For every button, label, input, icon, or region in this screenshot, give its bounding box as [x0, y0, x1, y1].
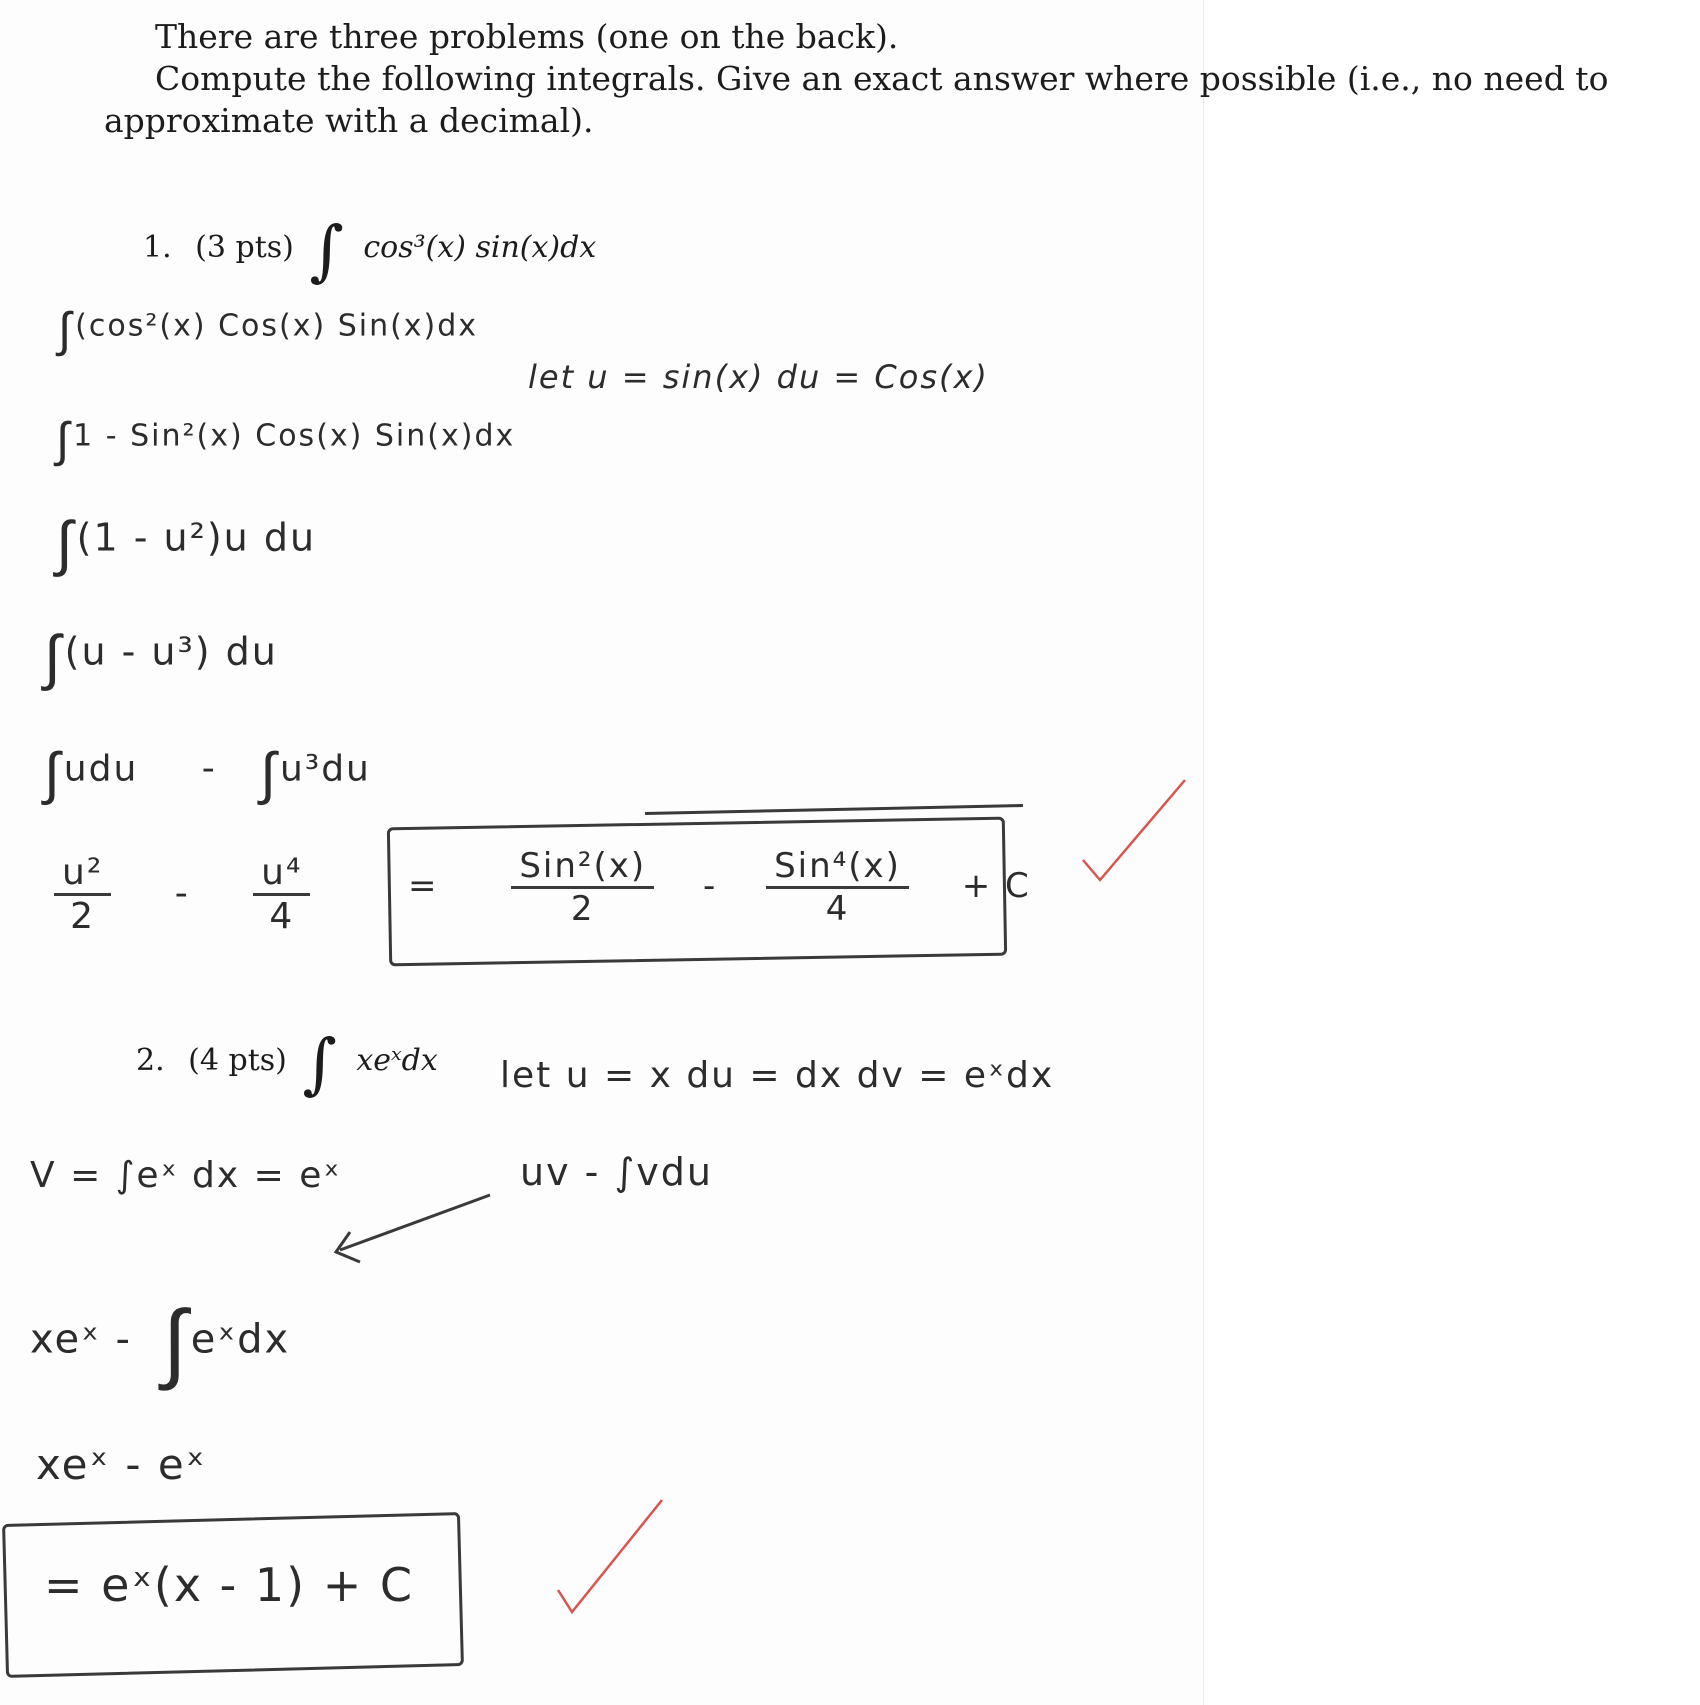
problem-2-points: (4 pts) — [188, 1043, 287, 1078]
problem-1-integrand: cos³(x) sin(x)dx — [363, 230, 597, 265]
problem-2-integrand: xeˣdx — [356, 1043, 438, 1078]
work-1-line-2: ∫1 - Sin²(x) Cos(x) Sin(x)dx — [56, 412, 516, 468]
check-mark-2-icon — [558, 1500, 662, 1612]
arrow-icon — [340, 1195, 490, 1250]
check-mark-1-icon — [1083, 780, 1185, 880]
header-line-2: Compute the following integrals. Give an exact answer where possible (i.e., no need to — [155, 59, 1609, 98]
fraction-u4-over-4: $\frac{\text{u⁴}}{4}$ — [253, 852, 310, 937]
work-1-line-3: ∫(1 - u²)u du — [56, 509, 317, 579]
work-2-line-4: xeˣ - eˣ — [36, 1440, 207, 1489]
work-2-v-line: V = ∫eˣ dx = eˣ — [30, 1155, 342, 1196]
answer-2: = eˣ(x - 1) + C — [44, 1558, 415, 1612]
header-line-1: There are three problems (one on the back). — [155, 17, 899, 56]
problem-1-number: 1. — [143, 230, 172, 265]
integral-sign: ∫ — [309, 212, 344, 289]
work-2-line-3: xeˣ - ∫eˣdx — [30, 1290, 291, 1393]
fraction-sin4-over-4: $\frac{\text{Sin⁴(x)}}{4}$ — [766, 846, 909, 929]
work-1-line-5: ∫udu - ∫u³du — [44, 740, 371, 807]
header-line-3: approximate with a decimal). — [104, 101, 594, 140]
substitution-2: let u = x du = dx dv = eˣdx — [500, 1055, 1055, 1096]
work-2-formula: uv - ∫vdu — [520, 1150, 713, 1194]
problem-1-points: (3 pts) — [195, 230, 294, 265]
answer-1: = $\frac{\text{Sin²(x)}}{2}$ - $\frac{\text{Sin⁴(x)}}{4}$ + C — [408, 846, 1031, 929]
work-1-line-1: ∫(cos²(x) Cos(x) Sin(x)dx — [58, 302, 479, 358]
problem-2-number: 2. — [136, 1043, 165, 1078]
work-1-line-6: $\frac{\text{u²}}{2}$ - $\frac{\text{u⁴}}{4}$ — [54, 852, 310, 937]
fraction-sin2-over-2: $\frac{\text{Sin²(x)}}{2}$ — [511, 846, 654, 929]
integral-sign: ∫ — [302, 1025, 337, 1102]
work-1-line-4: ∫(u - u³) du — [44, 623, 278, 693]
substitution-1: let u = sin(x) du = Cos(x) — [528, 358, 989, 396]
fraction-u2-over-2: $\frac{\text{u²}}{2}$ — [54, 852, 111, 937]
